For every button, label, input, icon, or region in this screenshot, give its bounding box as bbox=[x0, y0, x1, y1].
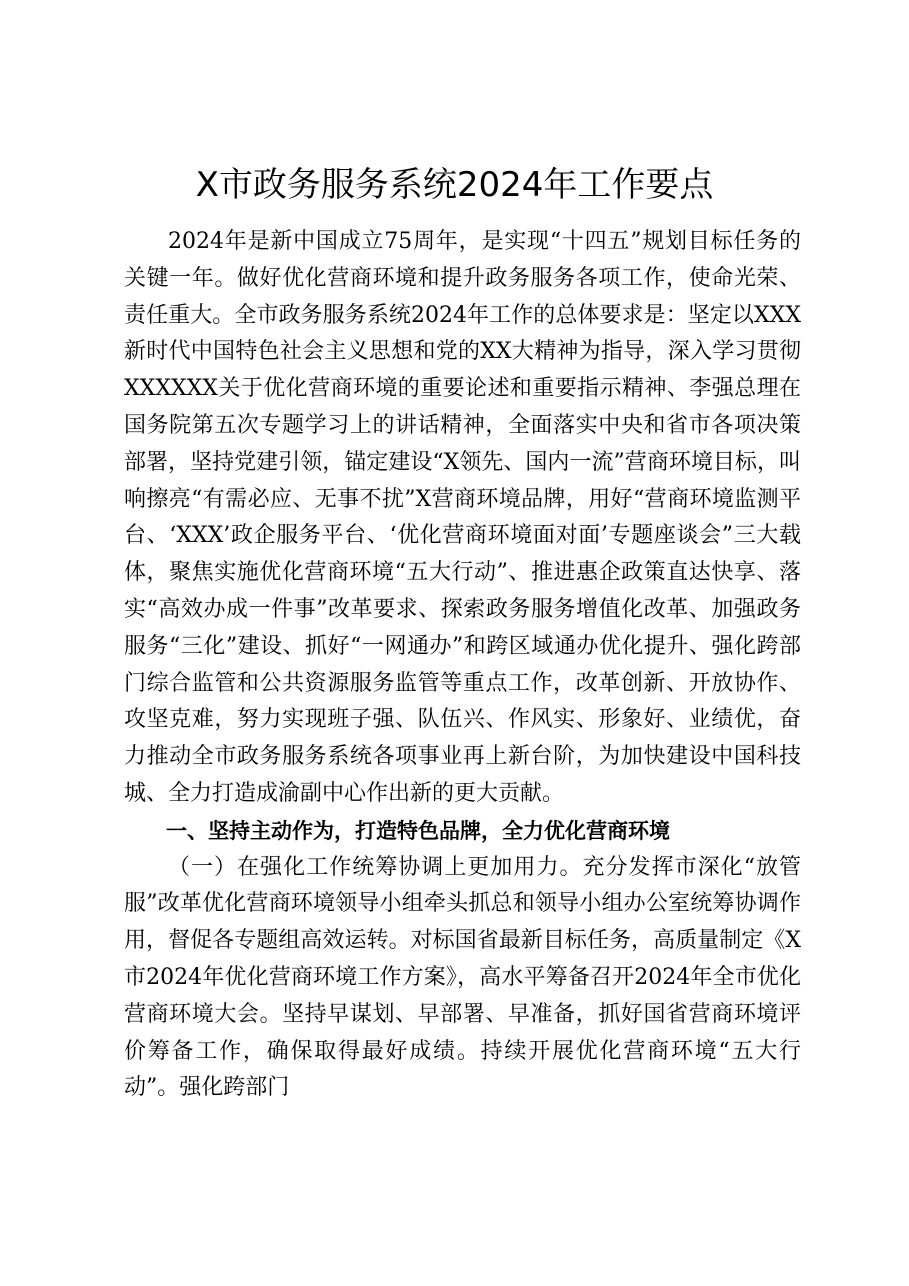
intro-paragraph: 2024年是新中国成立75周年，是实现“十四五”规划目标任务的关键一年。做好优化营商环境和提升政务服务各项工作，使命光荣、责任重大。全市政务服务系统2024年工作的总体要求是：坚定以XXX新时代中国特色社会主义思想和党的XX大精神为指导，深入学习贯彻XXXXXX关于优化营商环境的重要论述和重要指示精神、李强总理在国务院第五次专题学习上的讲话精神，全面落实中央和省市各项决策部署，坚持党建引领，锚定建设“X领先、国内一流”营商环境目标，叫响擦亮“有需必应、无事不扰”X营商环境品牌，用好“营商环境监测平台、‘XXX’政企服务平台、‘优化营商环境面对面’专题座谈会”三大载体，聚焦实施优化营商环境“五大行动”、推进惠企政策直达快享、落实“高效办成一件事”改革要求、探索政务服务增值化改革、加强政务服务“三化”建设、抓好“一网通办”和跨区域通办优化提升、强化跨部门综合监管和公共资源服务监管等重点工作，改革创新、开放协作、攻坚克难，努力实现班子强、队伍兴、作风实、形象好、业绩优，奋力推动全市政务服务系统各项事业再上新台阶，为加快建设中国科技城、全力打造成渝副中心作出新的更大贡献。 bbox=[124, 229, 801, 806]
section-paragraph: （一）在强化工作统筹协调上更加用力。充分发挥市深化“放管服”改革优化营商环境领导小组牵头抓总和领导小组办公室统筹协调作用，督促各专题组高效运转。对标国省最新目标任务，高质量制定《X市2024年优化营商环境工作方案》，高水平筹备召开2024年全市优化营商环境大会。坚持早谋划、早部署、早准备，抓好国省营商环境评价筹备工作，确保取得最好成绩。持续开展优化营商环境“五大行动”。强化跨部门 bbox=[124, 854, 801, 1101]
document-title: X市政务服务系统2024年工作要点 bbox=[195, 165, 714, 205]
document-body bbox=[124, 224, 801, 1107]
section-heading: 一、坚持主动作为，打造特色品牌，全力优化营商环境 bbox=[166, 818, 670, 843]
